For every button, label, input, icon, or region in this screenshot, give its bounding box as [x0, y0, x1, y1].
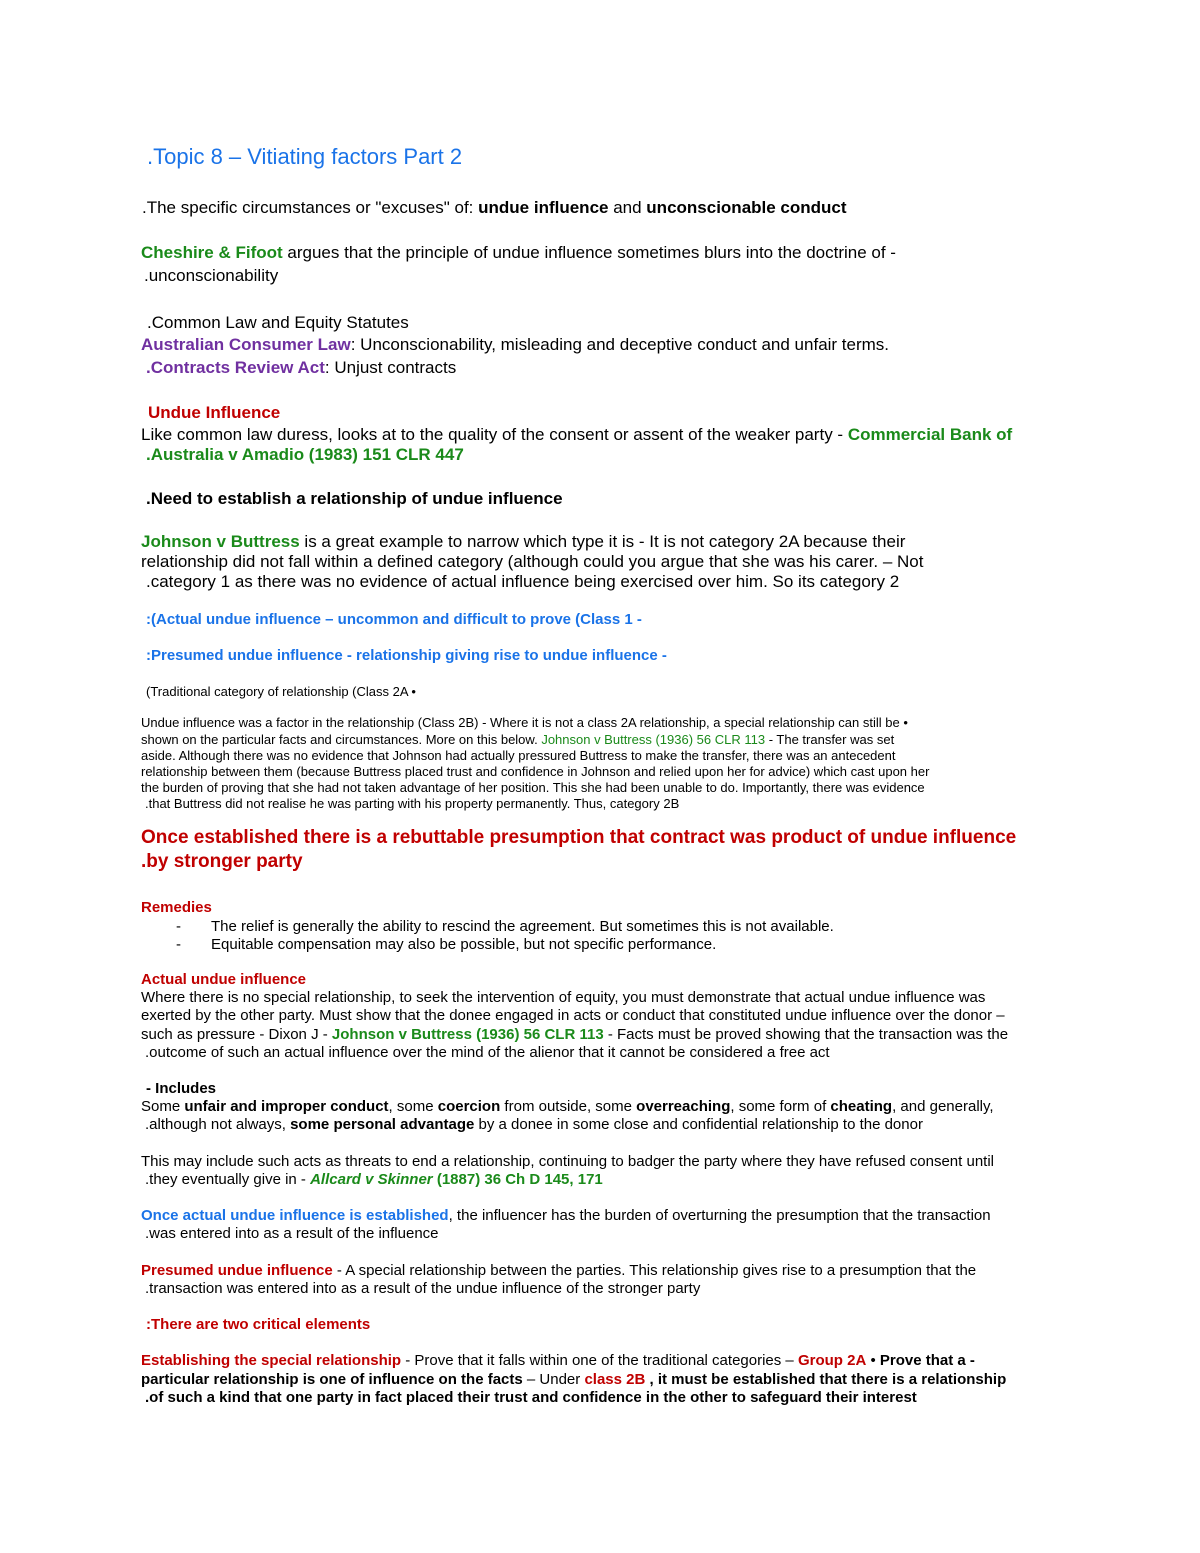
actual-class-line: :(Actual undue influence – uncommon and difficult to prove (Class 1 -: [146, 611, 642, 628]
cra-text: : Unjust contracts: [324, 358, 457, 377]
est-a: - Prove that it falls within one of the traditional categories –: [401, 1352, 798, 1369]
intro-and: and: [608, 198, 647, 217]
presumed-line-1: [141, 1262, 976, 1280]
actual-text-b: - Facts must be proved showing that the transaction was the: [603, 1026, 1009, 1043]
johnson-line-2: relationship did not fall within a defined category (although could you argue that she was his carer. – Not: [141, 552, 924, 571]
includes-line-2: [145, 1116, 923, 1134]
presumption-line-1: Once established there is a rebuttable presumption that contract was product of undue influence: [141, 827, 1017, 848]
presumed-class-line: :Presumed undue influence - relationship giving rise to undue influence -: [146, 647, 667, 664]
inc2-a: .although not always,: [145, 1116, 291, 1133]
cheshire-line-1: [141, 243, 896, 263]
class2b-line-2: [141, 732, 894, 748]
establishing-line-3: .of such a kind that one party in fact placed their trust and confidence in the other to safeguard their interest: [145, 1389, 917, 1406]
remedy-item-1: The relief is generally the ability to rescind the agreement. But sometimes this is not available.: [211, 918, 834, 935]
threats-line-2: [145, 1171, 603, 1189]
remedy-item-2: Equitable compensation may also be possible, but not specific performance.: [211, 936, 717, 953]
undue-text: Like common law duress, looks at to the quality of the consent or assent of the weaker party -: [141, 425, 848, 444]
allcard-case: Allcard v Skinner: [310, 1171, 433, 1188]
inc-d: coercion: [437, 1098, 501, 1115]
acl-text: : Unconscionability, misleading and deceptive conduct and unfair terms.: [350, 335, 890, 354]
cheshire-fifoot-ref: Cheshire & Fifoot: [141, 243, 283, 262]
presumed-lead: Presumed undue influence: [141, 1262, 333, 1279]
johnson-case-ref-2: Johnson v Buttress (1936) 56 CLR 113: [331, 1026, 604, 1043]
inc-e: from outside, some: [500, 1098, 637, 1115]
cheshire-line-2: .unconscionability: [144, 266, 279, 285]
term-unconscionable-conduct: unconscionable conduct: [646, 198, 847, 217]
cheshire-text: argues that the principle of undue influence sometimes blurs into the doctrine of -: [282, 243, 896, 262]
est2-c: class 2B: [584, 1371, 646, 1388]
intro-line: [142, 198, 847, 218]
includes-heading: - Includes: [146, 1080, 217, 1097]
actual-line-3: [141, 1026, 1008, 1044]
establishing-line-1: [141, 1352, 975, 1370]
class2b-line-6: .that Buttress did not realise he was parting with his property permanently. Thus, category 2B: [145, 796, 680, 811]
est-d: Prove that a -: [879, 1352, 975, 1369]
class2b-line-1: Undue influence was a factor in the relationship (Class 2B) - Where it is not a class 2A relationship, a special relationship can still be •: [141, 715, 908, 730]
est-c: •: [866, 1352, 880, 1369]
undue-influence-heading: Undue Influence: [148, 403, 281, 422]
inc-f: overreaching: [636, 1098, 731, 1115]
class2b-text: shown on the particular facts and circumstances. More on this below.: [141, 732, 542, 747]
once-actual-text: , the influencer has the burden of overturning the presumption that the transaction: [448, 1207, 991, 1224]
inc2-b: some personal advantage: [290, 1116, 475, 1133]
term-undue-influence: undue influence: [478, 198, 609, 217]
remedy-bullet-2: -: [176, 936, 181, 953]
actual-line-2: exerted by the other party. Must show that the donee engaged in acts or conduct that constituted undue influence over the donor –: [141, 1007, 1005, 1024]
intro-text: .The specific circumstances or "excuses" of:: [142, 198, 479, 217]
cra-line: [146, 358, 456, 378]
actual-line-4: .outcome of such an actual influence over the mind of the alienor that it cannot be considered a free act: [145, 1044, 830, 1061]
cra-dot: .: [146, 358, 151, 377]
page-title: .Topic 8 – Vitiating factors Part 2: [147, 144, 463, 169]
remedies-heading: Remedies: [141, 899, 212, 916]
class2b-line-3: aside. Although there was no evidence that Johnson had actually pressured Buttress to make the transfer, there was an antecedent: [141, 748, 896, 763]
johnson-name: Johnson v Buttress: [141, 532, 300, 551]
johnson-line-1: [141, 532, 905, 552]
est2-b: – Under: [522, 1371, 585, 1388]
includes-line-1: [141, 1098, 994, 1116]
est2-d: , it must be established that there is a relationship: [645, 1371, 1007, 1388]
two-elements-heading: :There are two critical elements: [146, 1316, 371, 1333]
inc-g: , some form of: [730, 1098, 831, 1115]
class2b-line-4: relationship between them (because Buttress placed trust and confidence in Johnson and relied upon her for advice) which cast upon her: [141, 764, 930, 779]
remedy-bullet-1: -: [176, 918, 181, 935]
class2b-text-b: - The transfer was set: [765, 732, 895, 747]
presumption-line-2: .by stronger party: [141, 851, 303, 872]
class2b-line-5: the burden of proving that she had not taken advantage of her position. This she had been unable to do. Importantly, there was evidence: [141, 780, 925, 795]
inc-c: , some: [388, 1098, 438, 1115]
johnson-line-3: .category 1 as there was no evidence of actual influence being exercised over him. So its category 2: [146, 572, 900, 591]
inc2-c: by a donee in some close and confidential relationship to the donor: [474, 1116, 923, 1133]
allcard-citation: (1887) 36 Ch D 145, 171: [432, 1171, 603, 1188]
johnson-text: is a great example to narrow which type it is - It is not category 2A because their: [299, 532, 906, 551]
est2-a: particular relationship is one of influence on the facts: [141, 1371, 523, 1388]
once-actual-line-1: [141, 1207, 991, 1225]
amadio-case-b: .Australia v Amadio (1983) 151 CLR 447: [146, 445, 464, 464]
johnson-case-ref: Johnson v Buttress (1936) 56 CLR 113: [541, 732, 766, 747]
acl-line: [141, 335, 889, 355]
presumed-line-2: .transaction was entered into as a result of the undue influence of the stronger party: [145, 1280, 701, 1297]
actual-heading: Actual undue influence: [141, 971, 307, 988]
inc-h: cheating: [830, 1098, 893, 1115]
undue-line-1: [141, 425, 1012, 445]
once-actual-line-2: .was entered into as a result of the influence: [145, 1225, 439, 1242]
est-b: Group 2A: [797, 1352, 867, 1369]
establishing-lead: Establishing the special relationship: [141, 1352, 402, 1369]
threats-line-1: This may include such acts as threats to end a relationship, continuing to badger the party where they have refused consent until: [141, 1153, 995, 1170]
establishing-line-2: [141, 1371, 1006, 1389]
actual-text: such as pressure - Dixon J -: [141, 1026, 332, 1043]
presumed-text: - A special relationship between the parties. This relationship gives rise to a presumption that the: [332, 1262, 977, 1279]
inc-a: Some: [141, 1098, 185, 1115]
cra-name: Contracts Review Act: [150, 358, 325, 377]
statutes-heading: .Common Law and Equity Statutes: [147, 313, 409, 332]
acl-name: Australian Consumer Law: [141, 335, 351, 354]
actual-line-1: Where there is no special relationship, to seek the intervention of equity, you must demonstrate that actual undue influence was: [141, 989, 986, 1006]
inc-b: unfair and improper conduct: [184, 1098, 389, 1115]
once-actual-lead: Once actual undue influence is established: [141, 1207, 449, 1224]
threats-text: .they eventually give in -: [145, 1171, 311, 1188]
traditional-line: (Traditional category of relationship (Class 2A •: [146, 684, 416, 699]
inc-i: , and generally,: [892, 1098, 994, 1115]
relationship-heading: .Need to establish a relationship of undue influence: [146, 489, 563, 508]
amadio-case-a: Commercial Bank of: [847, 425, 1013, 444]
